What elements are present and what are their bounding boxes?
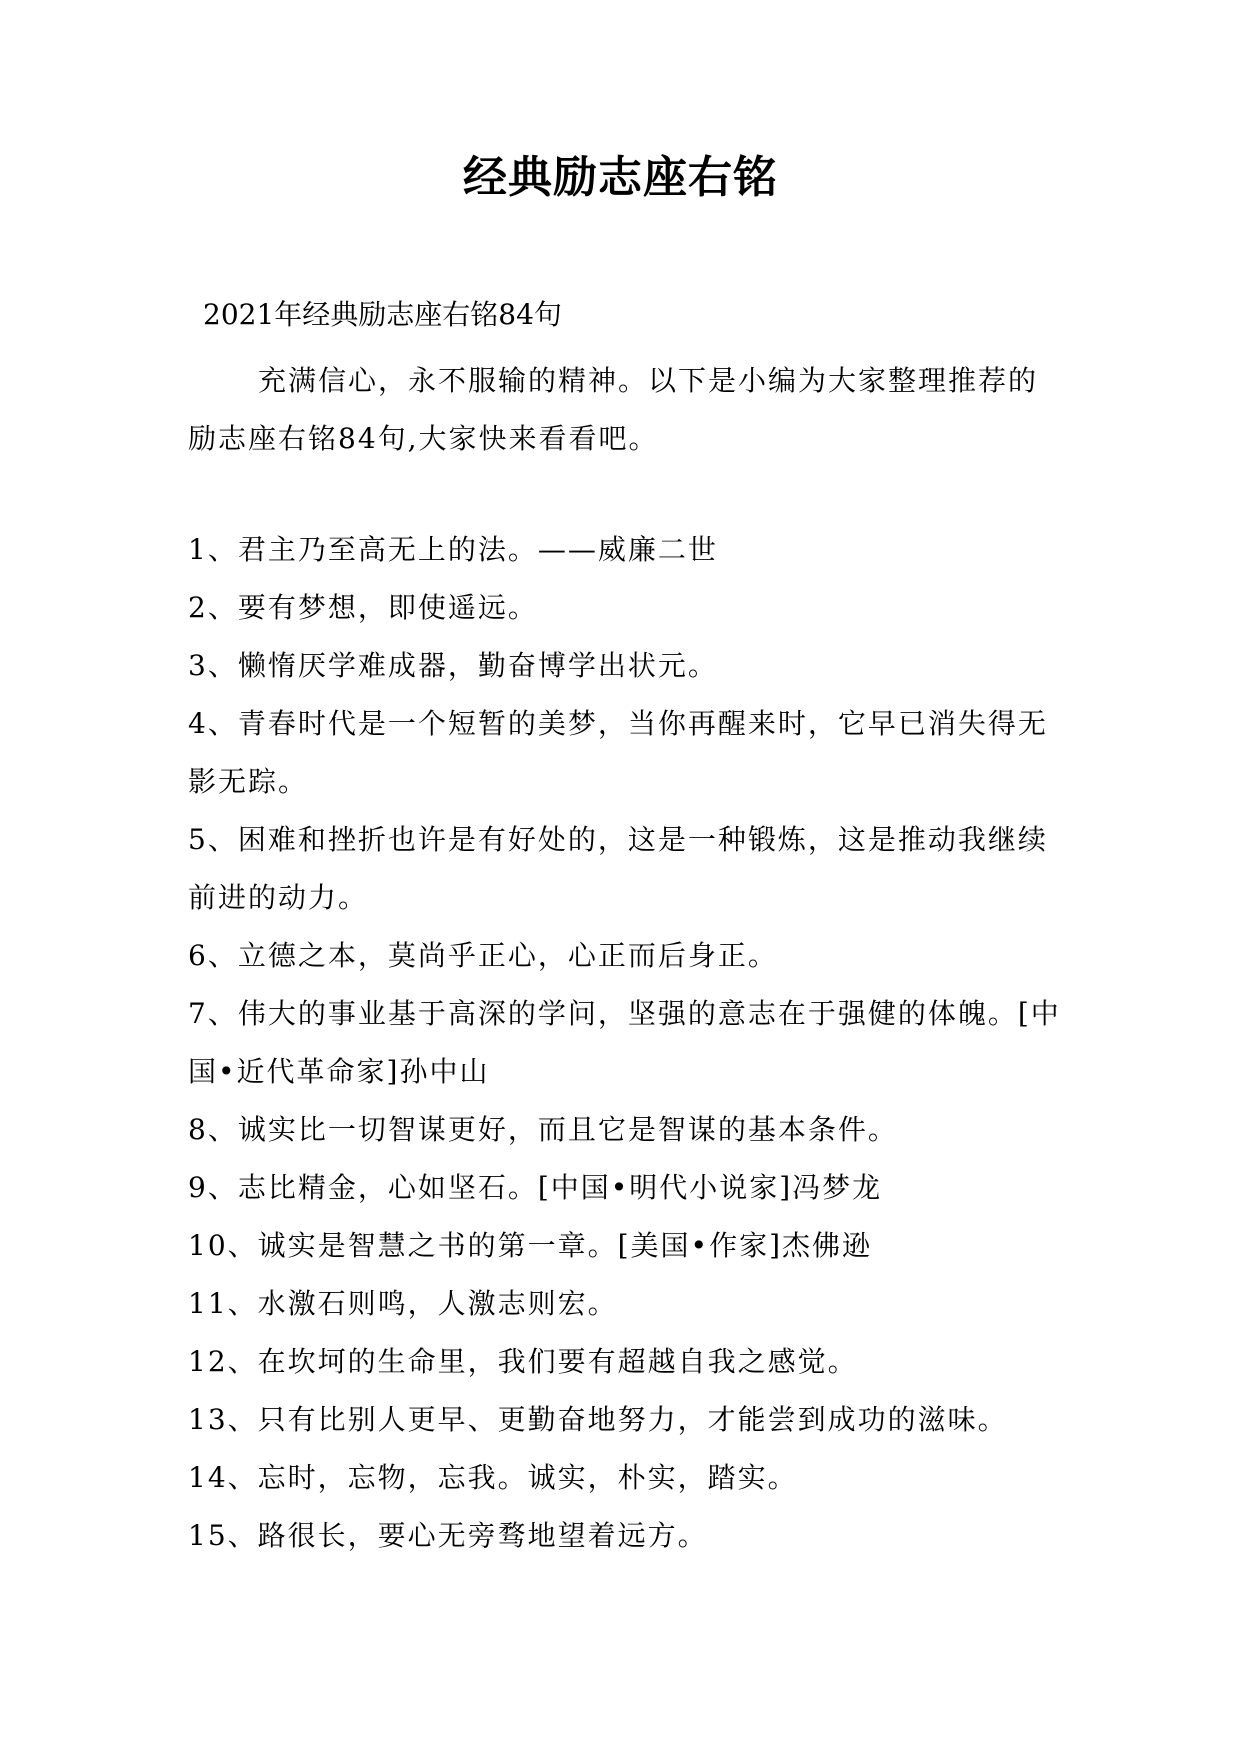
intro-paragraph: 充满信心，永不服输的精神。以下是小编为大家整理推荐的励志座右铭84句,大家快来看看吧。 (188, 364, 1039, 455)
document-title: 经典励志座右铭 (463, 152, 778, 203)
list-item: 9、志比精金，心如坚石。[中国•明代小说家]冯梦龙 (188, 1171, 883, 1204)
list-item: 14、忘时，忘物，忘我。诚实，朴实，踏实。 (188, 1461, 798, 1494)
document-subtitle: 2021年经典励志座右铭84句 (203, 298, 562, 331)
list-item: 3、懒惰厌学难成器，勤奋博学出状元。 (188, 649, 718, 682)
quote-list (188, 521, 1068, 1565)
list-item: 2、要有梦想，即使遥远。 (188, 591, 538, 624)
list-item: 8、诚实比一切智谋更好，而且它是智谋的基本条件。 (188, 1113, 898, 1146)
list-item: 10、诚实是智慧之书的第一章。[美国•作家]杰佛逊 (188, 1229, 872, 1262)
list-item: 7、伟大的事业基于高深的学问，坚强的意志在于强健的体魄。[中国•近代革命家]孙中山 (188, 997, 1061, 1088)
list-item: 5、困难和挫折也许是有好处的，这是一种锻炼，这是推动我继续前进的动力。 (188, 823, 1048, 914)
list-item: 6、立德之本，莫尚乎正心，心正而后身正。 (188, 939, 778, 972)
list-item: 4、青春时代是一个短暂的美梦，当你再醒来时，它早已消失得无影无踪。 (188, 707, 1048, 798)
list-item: 15、路很长，要心无旁骛地望着远方。 (188, 1519, 708, 1552)
list-item: 11、水激石则鸣，人激志则宏。 (188, 1287, 618, 1320)
list-item: 1、君主乃至高无上的法。——威廉二世 (188, 533, 718, 566)
list-item: 13、只有比别人更早、更勤奋地努力，才能尝到成功的滋味。 (188, 1403, 1008, 1436)
list-item: 12、在坎坷的生命里，我们要有超越自我之感觉。 (188, 1345, 858, 1378)
